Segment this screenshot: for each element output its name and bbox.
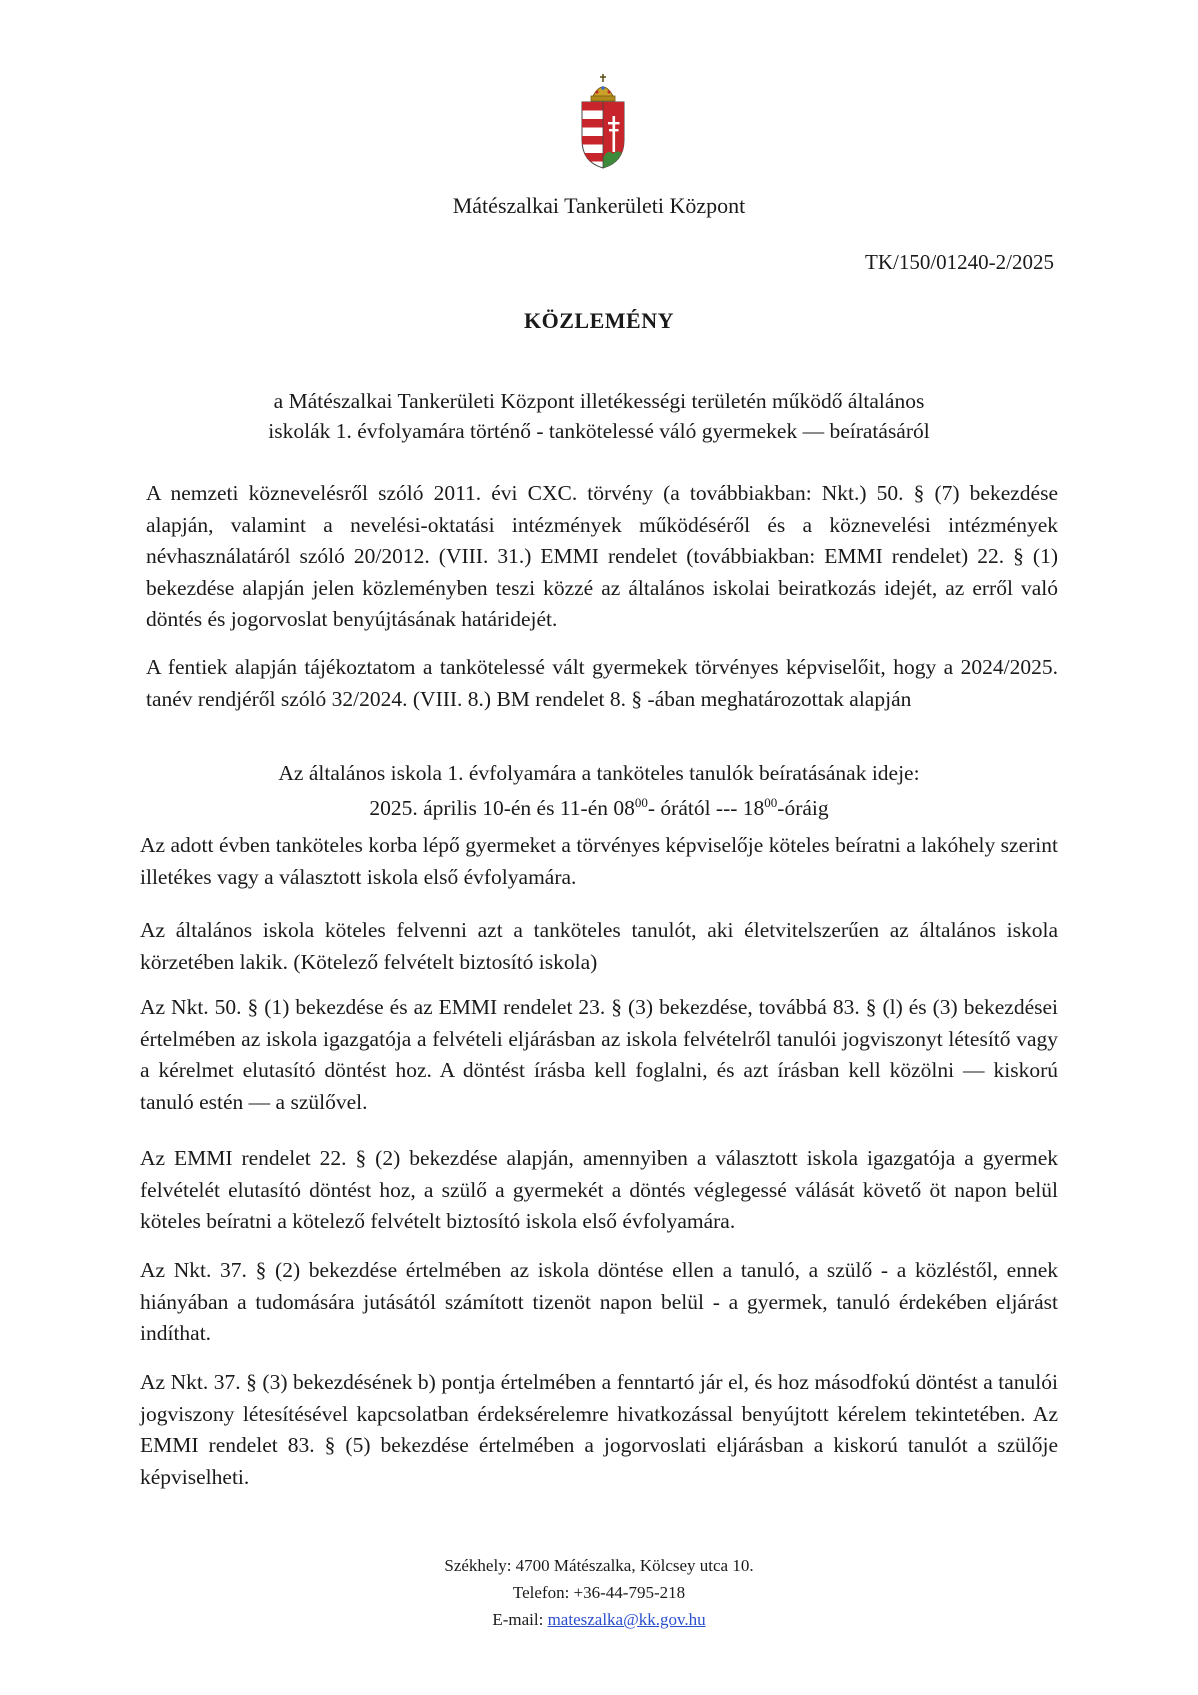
paragraph-legal-basis: A nemzeti köznevelésről szóló 2011. évi CXC. törvény (a továbbiakban: Nkt.) 50. § (7) bekezdése alapján, valamint a nevelési-oktatási intézmények működéséről és a köznevelési intézmények névhasználatáról szóló 20/2012. (VIII. 31.) EMMI rendelet (továbbiakban: EMMI rendelet) 22. § (1) bekezdése alapján jelen közleményben teszi közzé az általános iskolai beiratkozás idejét, az erről való döntés és jogorvoslat benyújtásának határidejét. bbox=[146, 481, 1058, 631]
paragraph-rejection: Az EMMI rendelet 22. § (2) bekezdése alapján, amennyiben a választott iskola igazgatója a gyermek felvételét elutasító döntést hoz, a szülő a gyermekét a döntés véglegessé válását követő öt napon belül köteles beíratni a kötelező felvételt biztosító iskola első évfolyamára. bbox=[140, 1146, 1058, 1233]
subject-line-2: iskolák 1. évfolyamára történő - tankötelessé váló gyermekek — beíratásáról bbox=[268, 419, 930, 443]
document-subject bbox=[0, 386, 1198, 446]
email-link[interactable]: mateszalka@kk.gov.hu bbox=[547, 1610, 706, 1629]
enrollment-heading: Az általános iskola 1. évfolyamára a tanköteles tanulók beíratásának ideje: bbox=[278, 761, 920, 785]
enrollment-period bbox=[0, 759, 1198, 823]
footer-email-line bbox=[0, 1606, 1198, 1633]
footer-phone: Telefon: +36-44-795-218 bbox=[512, 1583, 686, 1602]
footer-email-label: E-mail: bbox=[492, 1610, 548, 1629]
document-title: KÖZLEMÉNY bbox=[524, 308, 674, 333]
reference-number: TK/150/01240-2/2025 bbox=[865, 250, 1054, 274]
paragraph-district-school: Az általános iskola köteles felvenni azt a tanköteles tanulót, aki életvitelszerűen az általános iskola körzetében lakik. (Kötelező felvételt biztosító iskola) bbox=[140, 918, 1058, 974]
paragraph-second-instance: Az Nkt. 37. § (3) bekezdésének b) pontja értelmében a fenntartó jár el, és hoz másodfokú döntést a tanulói jogviszony létesítésével kapcsolatban érdeksérelemre hivatkozással benyújtott kérelem tekintetében. Az EMMI rendelet 83. § (5) bekezdése értelmében a jogorvoslati eljárásban a kiskorú tanulót a szülője képviselheti. bbox=[140, 1370, 1058, 1489]
footer-contact bbox=[0, 1552, 1198, 1633]
issuer-name: Mátészalkai Tankerületi Központ bbox=[452, 193, 746, 218]
hungarian-coat-of-arms-icon bbox=[578, 72, 628, 172]
paragraph-admission-decision: Az Nkt. 50. § (1) bekezdése és az EMMI rendelet 23. § (3) bekezdése, továbbá 83. § (l) és (3) bekezdései értelmében az iskola igazgatója a felvételi eljárásban az iskola felvételről tanulói jogviszonyt létesítő vagy a kérelmet elutasító döntést hoz. A döntést írásba kell foglalni, és azt írásban kell közölni — kiskorú tanuló estén — a szülővel. bbox=[140, 995, 1058, 1114]
paragraph-notice: A fentiek alapján tájékoztatom a tankötelessé vált gyermekek törvényes képviselőit, hogy a 2024/2025. tanév rendjéről szóló 32/2024. (VIII. 8.) BM rendelet 8. § -ában meghatározottak alapján bbox=[146, 655, 1058, 711]
footer-address: Székhely: 4700 Mátészalka, Kölcsey utca 10. bbox=[444, 1556, 754, 1575]
paragraph-appeal: Az Nkt. 37. § (2) bekezdése értelmében az iskola döntése ellen a tanuló, a szülő - a közléstől, ennek hiányában a tudomására jutásától számított tizenöt napon belül - a gyermek, tanuló érdekében eljárást indíthat. bbox=[140, 1258, 1058, 1345]
paragraph-obligation: Az adott évben tanköteles korba lépő gyermeket a törvényes képviselője köteles beíratni a lakóhely szerint illetékes vagy a választott iskola első évfolyamára. bbox=[140, 833, 1058, 889]
enrollment-date: 2025. április 10-én és 11-én $08^{00}-$ órától --- $18^{00}$-óráig bbox=[369, 795, 829, 821]
subject-line-1: a Mátészalkai Tankerületi Központ illetékességi területén működő általános bbox=[273, 389, 925, 413]
